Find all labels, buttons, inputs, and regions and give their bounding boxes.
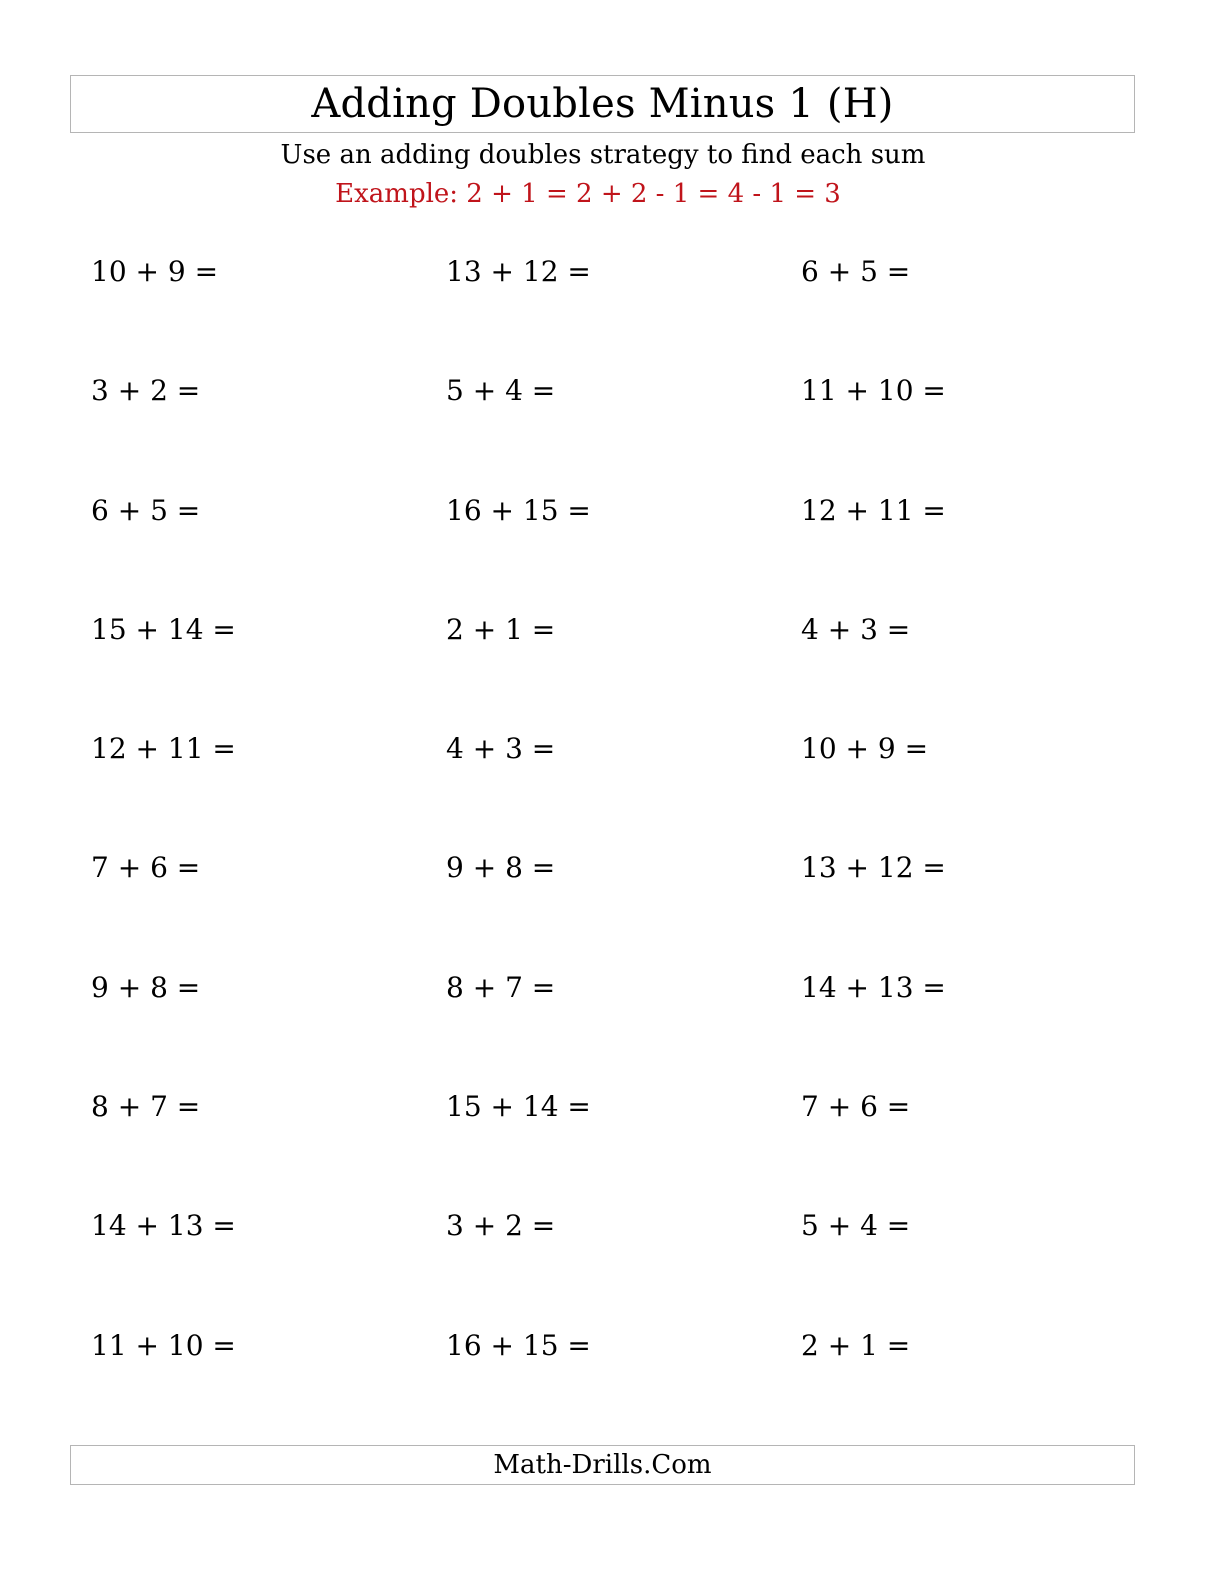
problem-14: 4 + 3 = xyxy=(446,732,556,766)
problem-3: 6 + 5 = xyxy=(801,255,911,288)
problem-26: 3 + 2 = xyxy=(446,1209,556,1243)
problem-4: 3 + 2 = xyxy=(91,374,201,408)
title-box xyxy=(70,75,1135,133)
problem-22: 8 + 7 = xyxy=(91,1090,201,1124)
problem-6: 11 + 10 = xyxy=(801,374,946,408)
problem-16: 7 + 6 = xyxy=(91,851,201,885)
footer-site: Math-Drills.Com xyxy=(493,1450,712,1480)
example-line: Example: 2 + 1 = 2 + 2 - 1 = 4 - 1 = 3 xyxy=(335,179,841,209)
problem-2: 13 + 12 = xyxy=(446,255,591,288)
problem-7: 6 + 5 = xyxy=(91,493,201,527)
problem-25: 14 + 13 = xyxy=(91,1209,236,1243)
problem-12: 4 + 3 = xyxy=(801,612,911,646)
problem-8: 16 + 15 = xyxy=(446,493,591,527)
problem-30: 2 + 1 = xyxy=(801,1328,911,1362)
problem-15: 10 + 9 = xyxy=(801,732,929,766)
instructions: Use an adding doubles strategy to find each sum xyxy=(280,140,926,170)
problem-29: 16 + 15 = xyxy=(446,1328,591,1362)
problem-21: 14 + 13 = xyxy=(801,970,946,1004)
problem-grid xyxy=(91,250,1141,1443)
problem-11: 2 + 1 = xyxy=(446,612,556,646)
problem-10: 15 + 14 = xyxy=(91,612,236,646)
problem-17: 9 + 8 = xyxy=(446,851,556,885)
worksheet-title: Adding Doubles Minus 1 (H) xyxy=(311,81,894,127)
problem-1: 10 + 9 = xyxy=(91,255,219,288)
problem-28: 11 + 10 = xyxy=(91,1328,236,1362)
problem-5: 5 + 4 = xyxy=(446,374,556,408)
problem-23: 15 + 14 = xyxy=(446,1090,591,1124)
problem-9: 12 + 11 = xyxy=(801,493,946,527)
problem-19: 9 + 8 = xyxy=(91,970,201,1004)
problem-27: 5 + 4 = xyxy=(801,1209,911,1243)
footer-box xyxy=(70,1445,1135,1485)
problem-13: 12 + 11 = xyxy=(91,732,236,766)
problem-20: 8 + 7 = xyxy=(446,970,556,1004)
problem-24: 7 + 6 = xyxy=(801,1090,911,1124)
problem-18: 13 + 12 = xyxy=(801,851,946,885)
